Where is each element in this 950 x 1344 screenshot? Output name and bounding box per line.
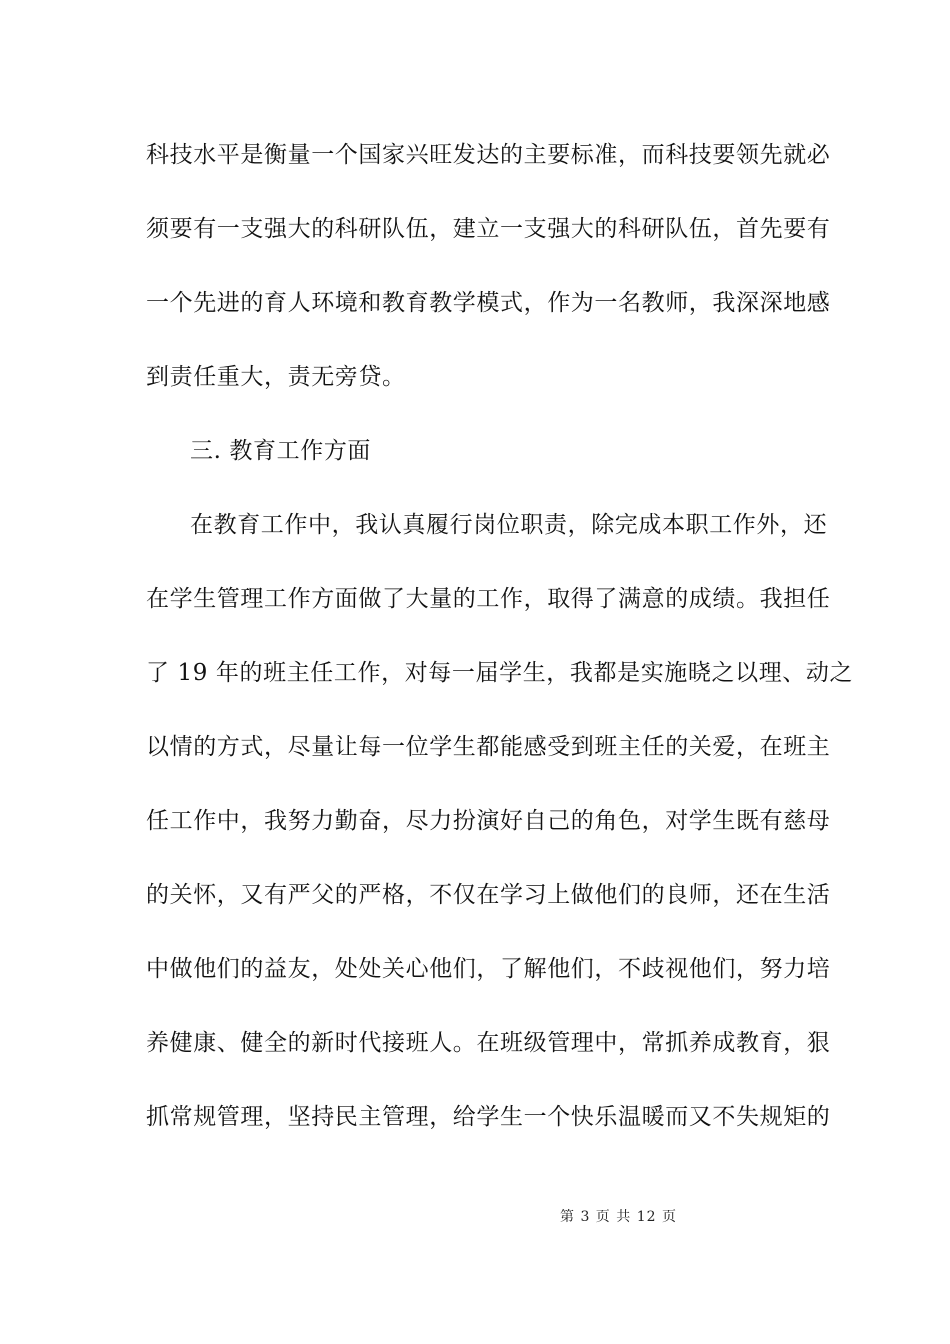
page-number-footer: 第 3 页 共 12 页 xyxy=(560,1209,677,1225)
text-line: 抓常规管理，坚持民主管理，给学生一个快乐温暖而又不失规矩的 xyxy=(146,1104,831,1130)
text-line: 在学生管理工作方面做了大量的工作，取得了满意的成绩。我担任 xyxy=(146,586,831,612)
section-heading: 三. 教育工作方面 xyxy=(190,438,372,464)
text-line: 科技水平是衡量一个国家兴旺发达的主要标准，而科技要领先就必 xyxy=(146,142,831,168)
text-line: 须要有一支强大的科研队伍，建立一支强大的科研队伍，首先要有 xyxy=(146,216,831,242)
paragraph-first-line: 在教育工作中，我认真履行岗位职责，除完成本职工作外，还 xyxy=(190,512,828,538)
text-line: 的关怀，又有严父的严格，不仅在学习上做他们的良师，还在生活 xyxy=(146,882,831,908)
text-line: 养健康、健全的新时代接班人。在班级管理中，常抓养成教育，狠 xyxy=(146,1030,831,1056)
text-line: 以情的方式，尽量让每一位学生都能感受到班主任的关爱，在班主 xyxy=(146,734,831,760)
text-line: 任工作中，我努力勤奋，尽力扮演好自己的角色，对学生既有慈母 xyxy=(146,808,831,834)
text-line: 了 19 年的班主任工作，对每一届学生，我都是实施晓之以理、动之 xyxy=(146,660,854,686)
text-line: 一个先进的育人环境和教育教学模式，作为一名教师，我深深地感 xyxy=(146,290,831,316)
text-line: 中做他们的益友，处处关心他们，了解他们，不歧视他们，努力培 xyxy=(146,956,831,982)
text-line: 到责任重大，责无旁贷。 xyxy=(146,364,406,390)
